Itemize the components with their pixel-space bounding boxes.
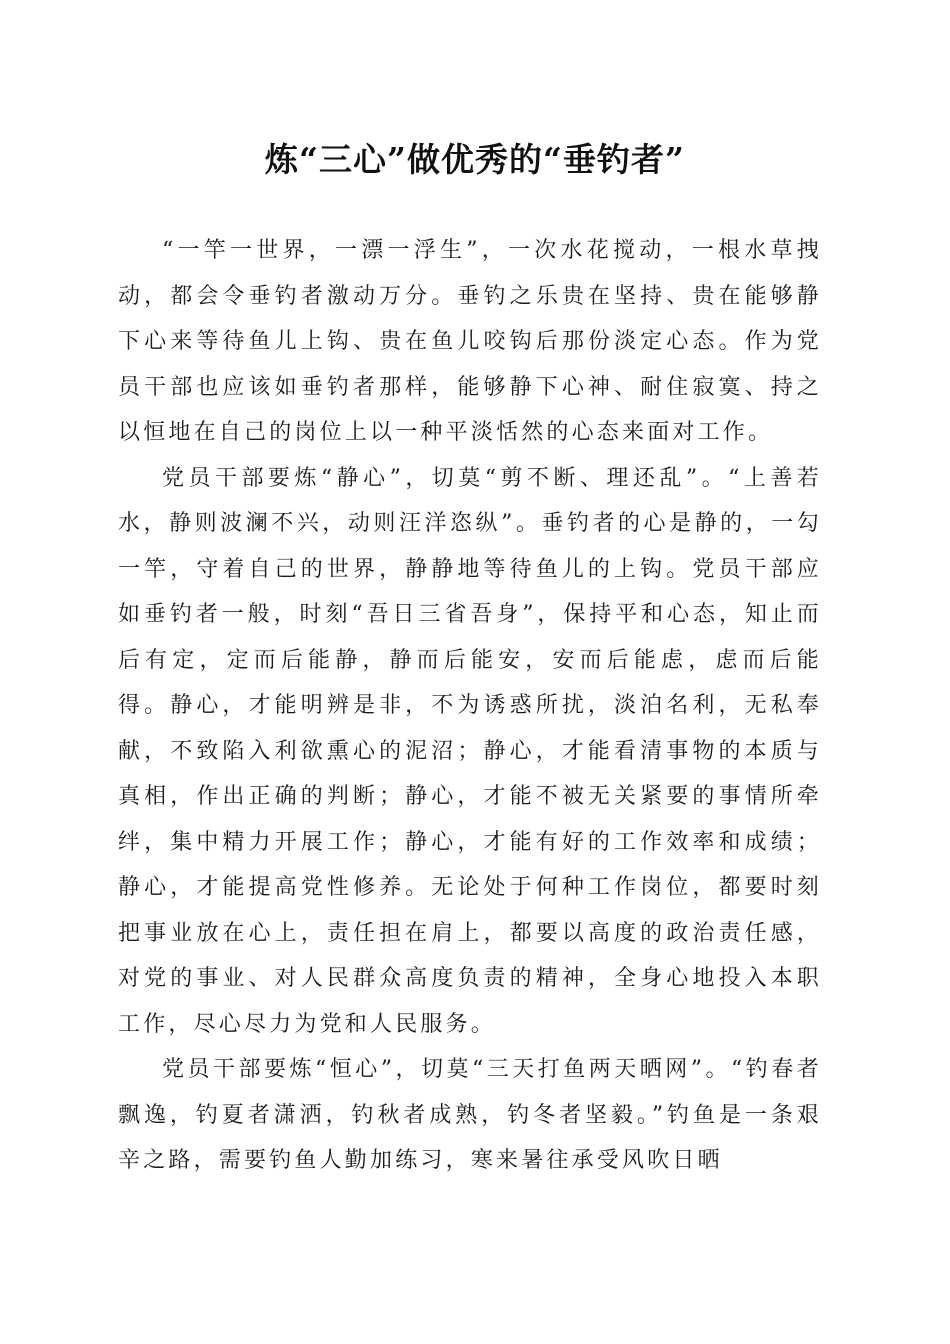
document-title: 炼“三心”做优秀的“垂钓者” bbox=[265, 140, 685, 179]
paragraph-intro: “一竿一世界，一漂一浮生”，一次水花搅动，一根水草拽动，都会令垂钓者激动万分。垂钓之乐贵在坚持、贵在能够静下心来等待鱼儿上钩、贵在鱼儿咬钩后那份淡定心态。作为党员干部也应该如垂钓者那样，能够静下心神、耐住寂寞、持之以恒地在自己的岗位上以一种平淡恬然的心态来面对工作。 bbox=[118, 238, 822, 445]
document-body bbox=[118, 228, 822, 1184]
paragraph-perseverance: 党员干部要炼“恒心”，切莫“三天打鱼两天晒网”。“钓春者飘逸，钓夏者潇洒，钓秋者成熟，钓冬者坚毅。”钓鱼是一条艰辛之路，需要钓鱼人勤加练习，寒来暑往承受风吹日晒 bbox=[118, 1057, 822, 1173]
paragraph-calm-mind: 党员干部要炼“静心”，切莫“剪不断、理还乱”。“上善若水，静则波澜不兴，动则汪洋恣纵”。垂钓者的心是静的，一勾一竿，守着自己的世界，静静地等待鱼儿的上钩。党员干部应如垂钓者一般，时刻“吾日三省吾身”，保持平和心态，知止而后有定，定而后能静，静而后能安，安而后能虑，虑而后能得。静心，才能明辨是非，不为诱惑所扰，淡泊名利，无私奉献，不致陷入利欲熏心的泥沼；静心，才能看清事物的本质与真相，作出正确的判断；静心，才能不被无关紧要的事情所牵绊，集中精力开展工作；静心，才能有好的工作效率和成绩；静心，才能提高党性修养。无论处于何种工作岗位，都要时刻把事业放在心上，责任担在肩上，都要以高度的政治责任感，对党的事业、对人民群众高度负责的精神，全身心地投入本职工作，尽心尽力为党和人民服务。 bbox=[118, 465, 822, 1037]
